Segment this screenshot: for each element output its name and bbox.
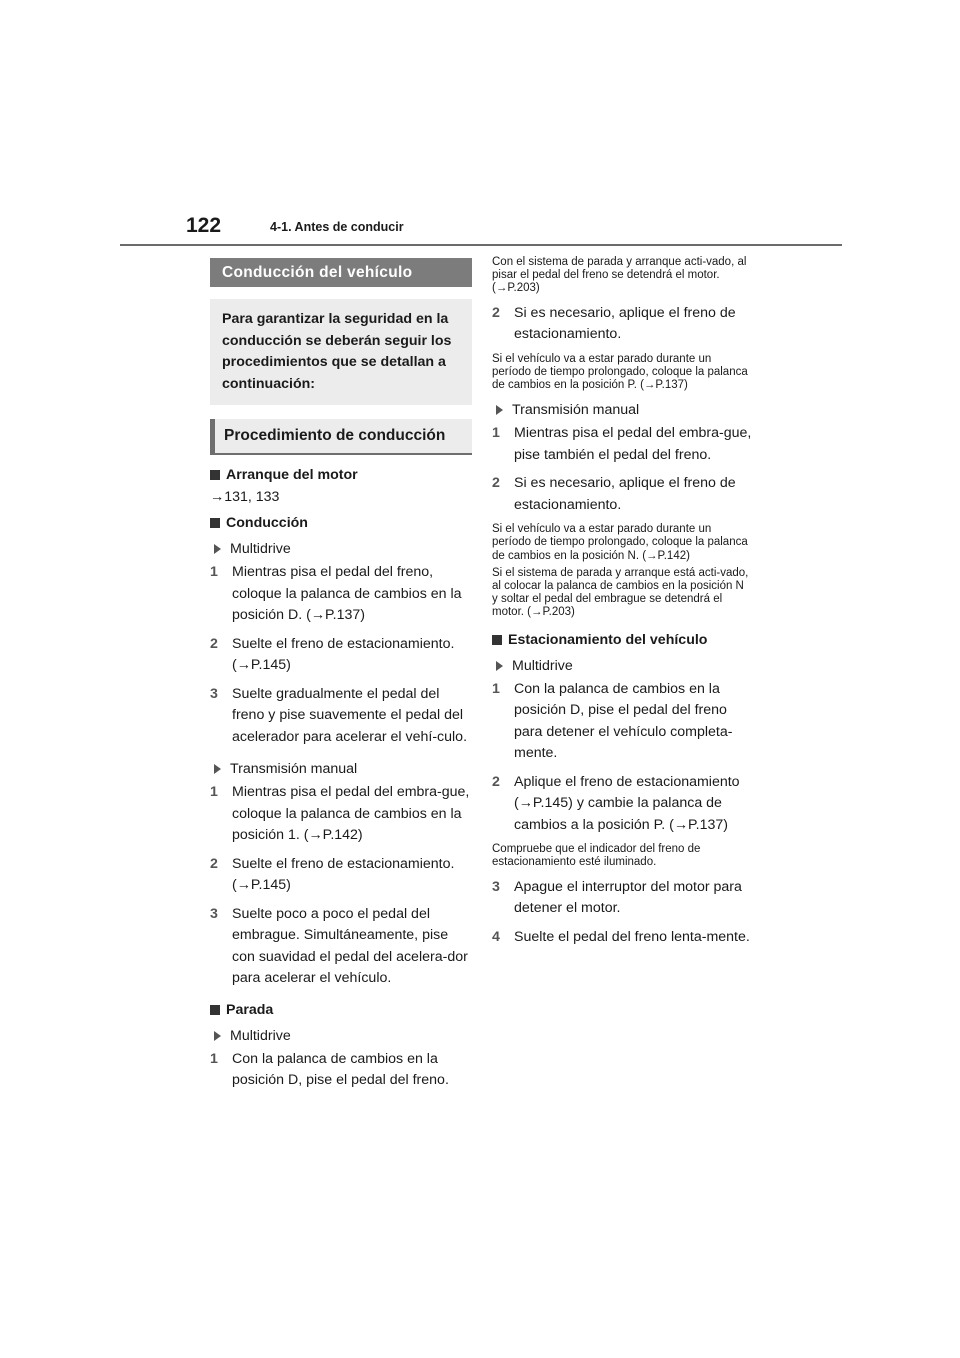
step-text: Suelte poco a poco el pedal del embrague. Simultáneamente, pise con suavidad el pedal del acelera-dor para acelerar el vehículo.	[232, 905, 468, 986]
note: Si el sistema de parada y arranque está acti-vado, al colocar la palanca de cambios en la posición N y soltar el pedal del embrague se detendrá el motor. (→P.203)	[492, 566, 749, 619]
square-bullet-icon	[210, 470, 220, 480]
step-number: 1	[210, 1050, 218, 1067]
note: Si el vehículo va a estar parado durante un período de tiempo prolongado, coloque la palanca de cambios en la posición P. (→P.137)	[492, 352, 748, 392]
header-divider	[120, 244, 842, 246]
step	[492, 303, 752, 346]
triangle-bullet-icon	[214, 1031, 221, 1041]
heading-arranque	[210, 467, 472, 483]
step	[210, 1049, 472, 1092]
triangle-bullet-icon	[214, 764, 221, 774]
step	[492, 772, 752, 837]
triangle-bullet-icon	[496, 405, 503, 415]
left-column	[210, 258, 472, 1092]
step-text: Mientras pisa el pedal del freno, coloque la palanca de cambios en la posición D. (→P.137)	[232, 564, 462, 623]
square-bullet-icon	[210, 1005, 220, 1015]
step	[210, 562, 472, 627]
step-text: Si es necesario, aplique el freno de estacionamiento.	[514, 475, 736, 513]
step	[210, 782, 472, 847]
heading-parada	[210, 1002, 472, 1018]
subheading-multidrive	[210, 1028, 472, 1044]
step-number: 2	[492, 475, 500, 492]
subheading-multidrive-label: Multidrive	[230, 1027, 291, 1044]
step	[492, 473, 752, 516]
heading-arranque-label: Arranque del motor	[226, 467, 358, 483]
step-text: Apague el interruptor del motor para detener el motor.	[514, 878, 742, 917]
step-text: Suelte el pedal del freno lenta-mente.	[514, 928, 750, 945]
heading-parada-label: Parada	[226, 1001, 274, 1018]
step-number: 4	[492, 928, 500, 945]
intro-box: Para garantizar la seguridad en la conducción se deberán seguir los procedimientos que se detallan a continuación:	[210, 299, 472, 405]
note: Con el sistema de parada y arranque acti-vado, al pisar el pedal del freno se detendrá el motor. (→P.203)	[492, 256, 747, 295]
step-text: Mientras pisa el pedal del embra-gue, pise también el pedal del freno.	[514, 425, 752, 463]
section-title: Conducción del vehículo	[210, 258, 472, 287]
subheading-manual-label: Transmisión manual	[230, 761, 358, 777]
subheading-multidrive-label: Multidrive	[512, 657, 573, 674]
step-number: 1	[210, 784, 218, 800]
step-text: Suelte el freno de estacionamiento. (→P.145)	[232, 855, 455, 893]
right-column	[492, 256, 752, 948]
heading-conduccion	[210, 515, 472, 531]
subheading-multidrive	[210, 541, 472, 557]
subheading-multidrive	[492, 658, 752, 674]
arranque-ref: →131, 133	[210, 489, 280, 505]
step-text: Con la palanca de cambios en la posición D, pise el pedal del freno para detener el vehículo completa-mente.	[514, 680, 733, 762]
step	[492, 423, 752, 466]
note: Compruebe que el indicador del freno de estacionamiento esté iluminado.	[492, 843, 701, 869]
step	[210, 904, 472, 990]
triangle-bullet-icon	[496, 661, 503, 671]
step-text: Suelte el freno de estacionamiento. (→P.145)	[232, 635, 455, 673]
step-text: Aplique el freno de estacionamiento (→P.145) y cambie la palanca de cambios a la posición P. (→P.137)	[514, 773, 740, 833]
page-number: 122	[186, 214, 222, 237]
procedure-title: Procedimiento de conducción	[210, 419, 472, 455]
step	[210, 684, 472, 749]
heading-estacionamiento-label: Estacionamiento del vehículo	[508, 631, 708, 648]
subheading-manual	[210, 761, 472, 777]
step-number: 1	[210, 564, 218, 580]
heading-conduccion-label: Conducción	[226, 515, 308, 531]
section-label: 4-1. Antes de conducir	[270, 220, 404, 234]
subheading-manual	[492, 402, 752, 418]
step-text: Suelte gradualmente el pedal del freno y pise suavemente el pedal del acelerador para acelerar el vehí-culo.	[232, 685, 468, 745]
subheading-multidrive-label: Multidrive	[230, 541, 291, 557]
step	[492, 679, 752, 765]
triangle-bullet-icon	[214, 544, 221, 554]
square-bullet-icon	[492, 635, 502, 645]
note: Si el vehículo va a estar parado durante un período de tiempo prolongado, coloque la palanca de cambios en la posición N. (→P.142)	[492, 523, 748, 562]
step-text: Si es necesario, aplique el freno de estacionamiento.	[514, 304, 736, 343]
square-bullet-icon	[210, 518, 220, 528]
step-number: 2	[210, 635, 218, 652]
step-number: 3	[210, 905, 218, 922]
step-text: Mientras pisa el pedal del embra-gue, coloque la palanca de cambios en la posición 1. (→P.142)	[232, 784, 470, 843]
step	[492, 877, 752, 920]
step-number: 3	[210, 685, 218, 702]
subheading-manual-label: Transmisión manual	[512, 402, 640, 419]
step-number: 2	[210, 855, 218, 872]
step-number: 3	[492, 878, 500, 895]
step-number: 1	[492, 425, 500, 442]
step-number: 1	[492, 680, 500, 697]
step	[210, 634, 472, 677]
step-number: 2	[492, 773, 500, 790]
step-text: Con la palanca de cambios en la posición D, pise el pedal del freno.	[232, 1050, 449, 1088]
heading-estacionamiento	[492, 632, 752, 648]
step	[492, 927, 752, 949]
step	[210, 854, 472, 897]
step-number: 2	[492, 304, 500, 321]
